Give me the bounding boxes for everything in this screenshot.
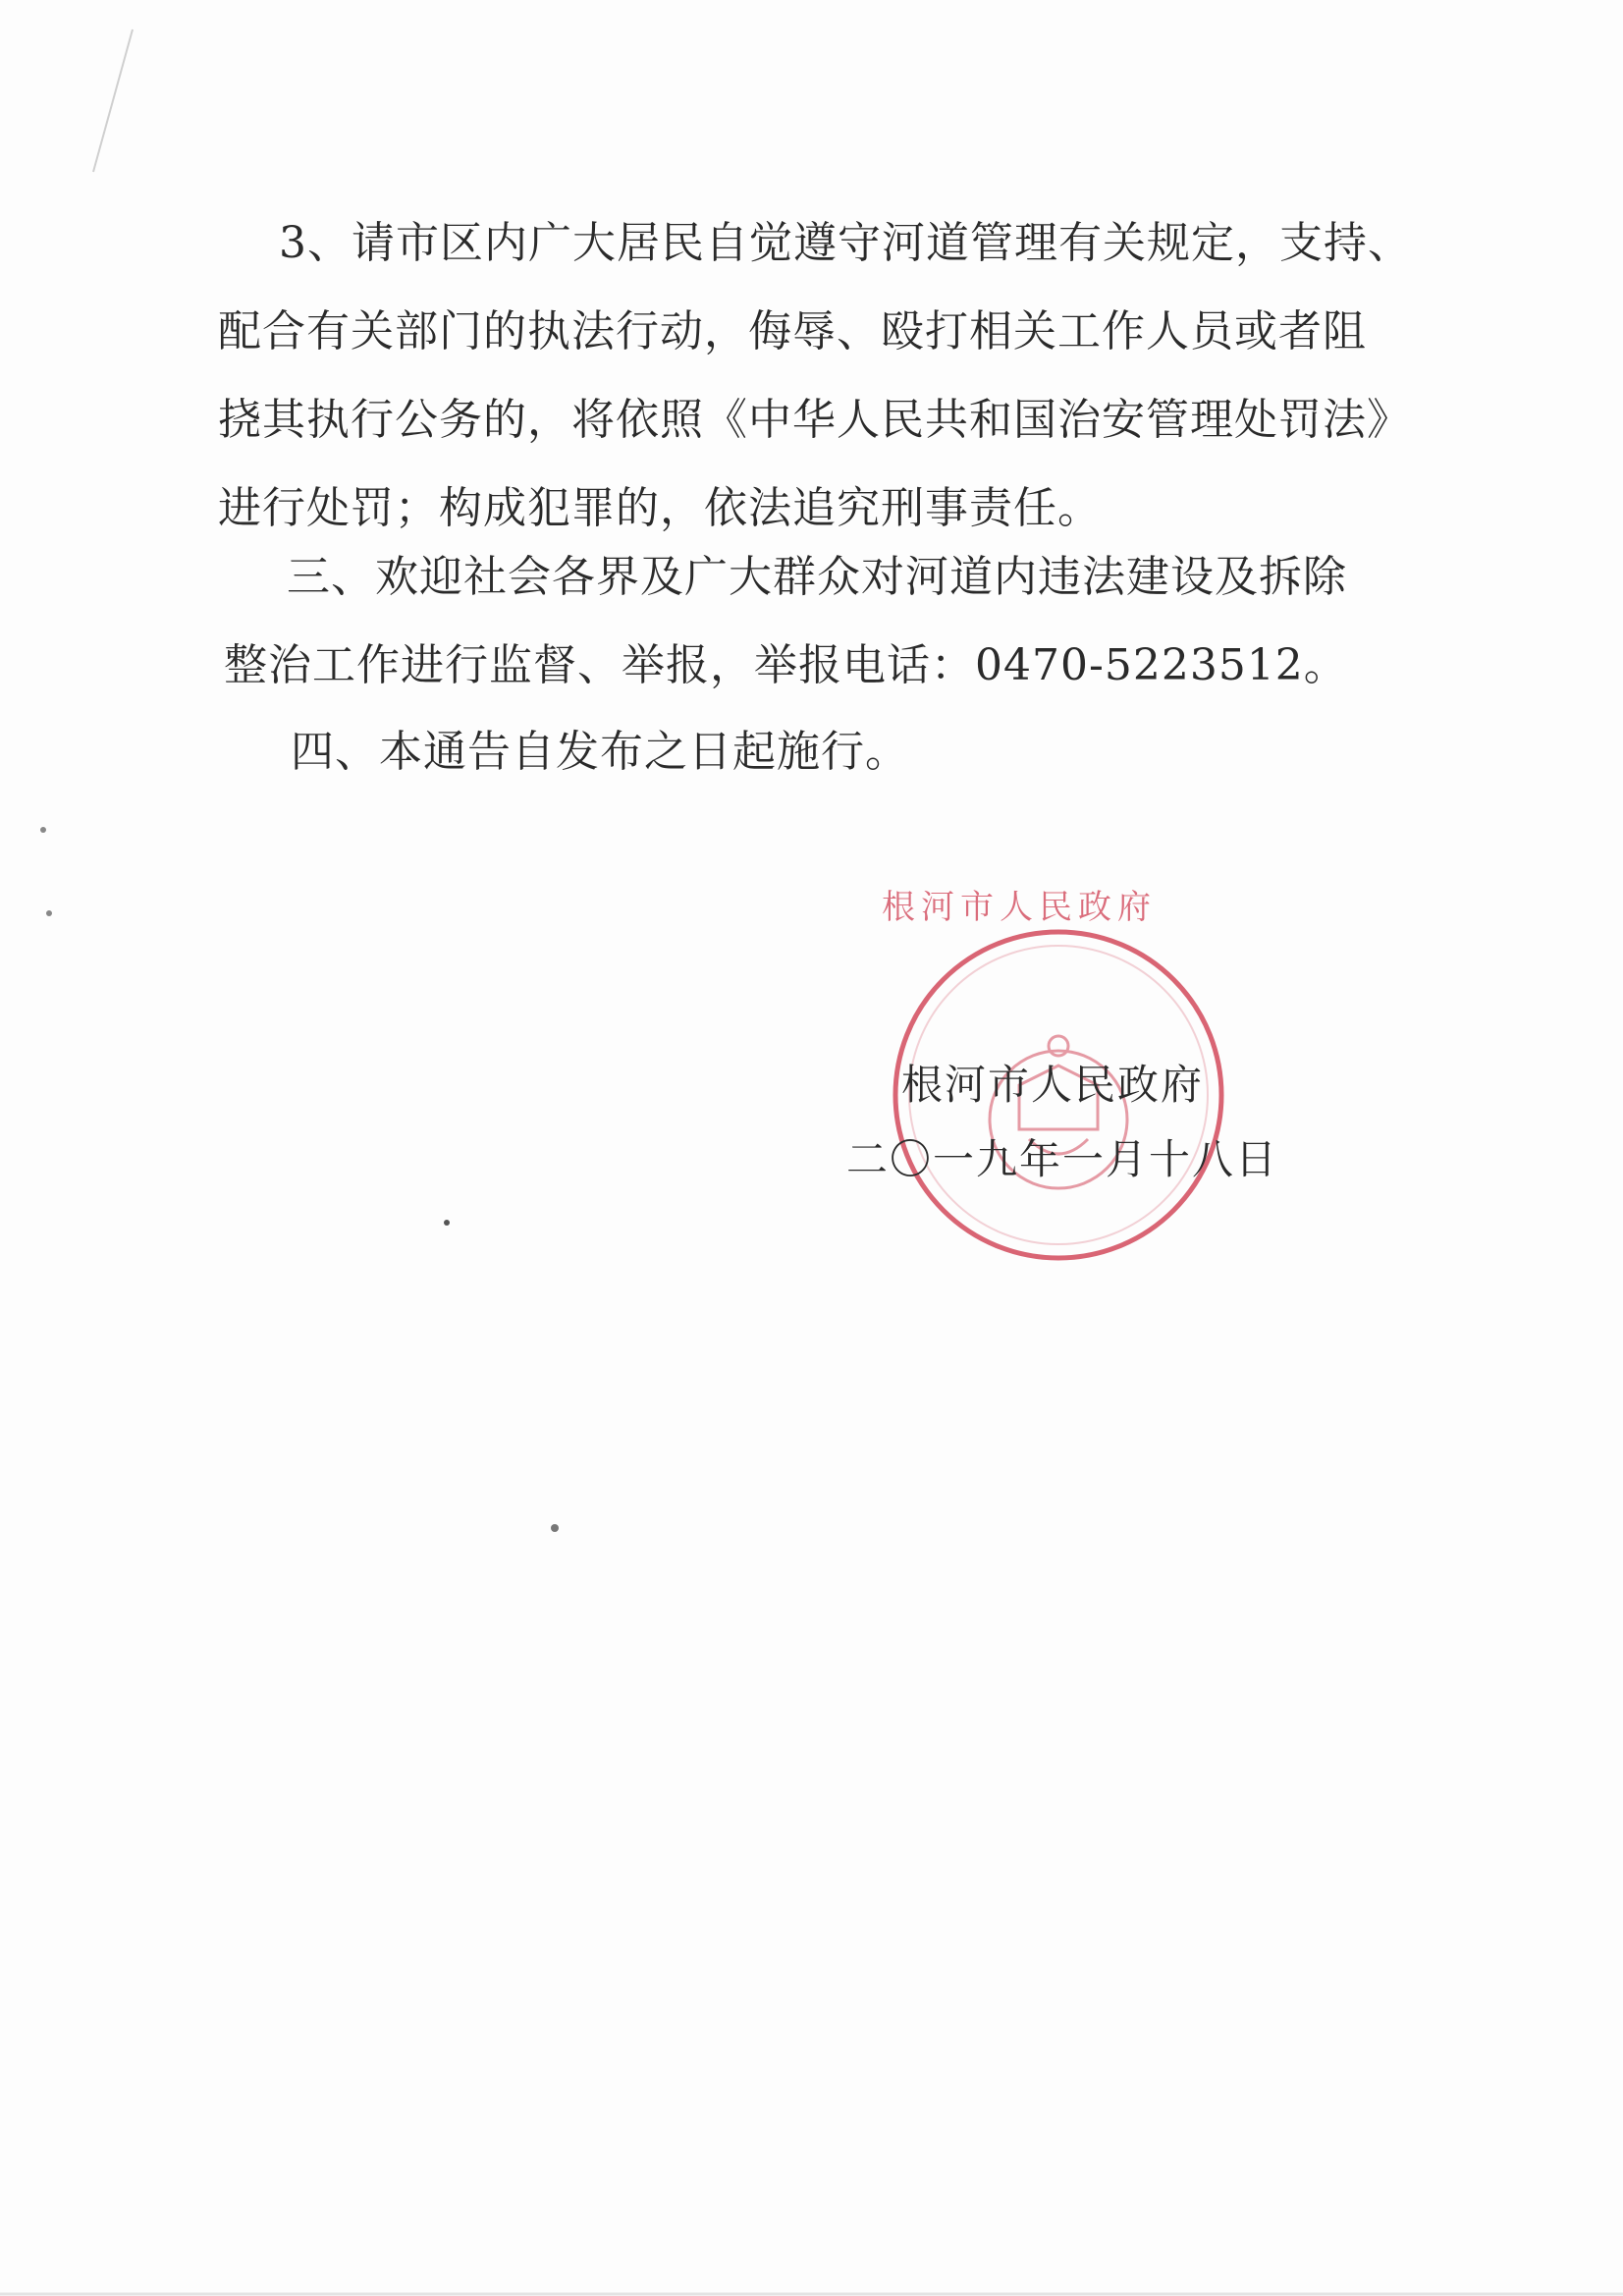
body-line-1: 3、请市区内广大居民自觉遵守河道管理有关规定，支持、 xyxy=(279,218,1412,268)
body-line-3: 挠其执行公务的，将依照《中华人民共和国治安管理处罚法》 xyxy=(218,395,1411,445)
body-line-6: 整治工作进行监督、举报，举报电话：0470-5223512。 xyxy=(224,640,1348,690)
seal-text: 根河市人民政府 xyxy=(882,888,1157,927)
body-line-5: 三、欢迎社会各界及广大群众对河道内违法建设及拆除 xyxy=(287,552,1347,602)
body-line-4: 进行处罚；构成犯罪的，依法追究刑事责任。 xyxy=(218,483,1102,533)
body-line-7: 四、本通告自发布之日起施行。 xyxy=(291,727,909,777)
body-line-2: 配合有关部门的执法行动，侮辱、殴打相关工作人员或者阻 xyxy=(218,306,1367,356)
issue-date: 二〇一九年一月十八日 xyxy=(846,1135,1279,1183)
issuer-name: 根河市人民政府 xyxy=(901,1061,1205,1109)
